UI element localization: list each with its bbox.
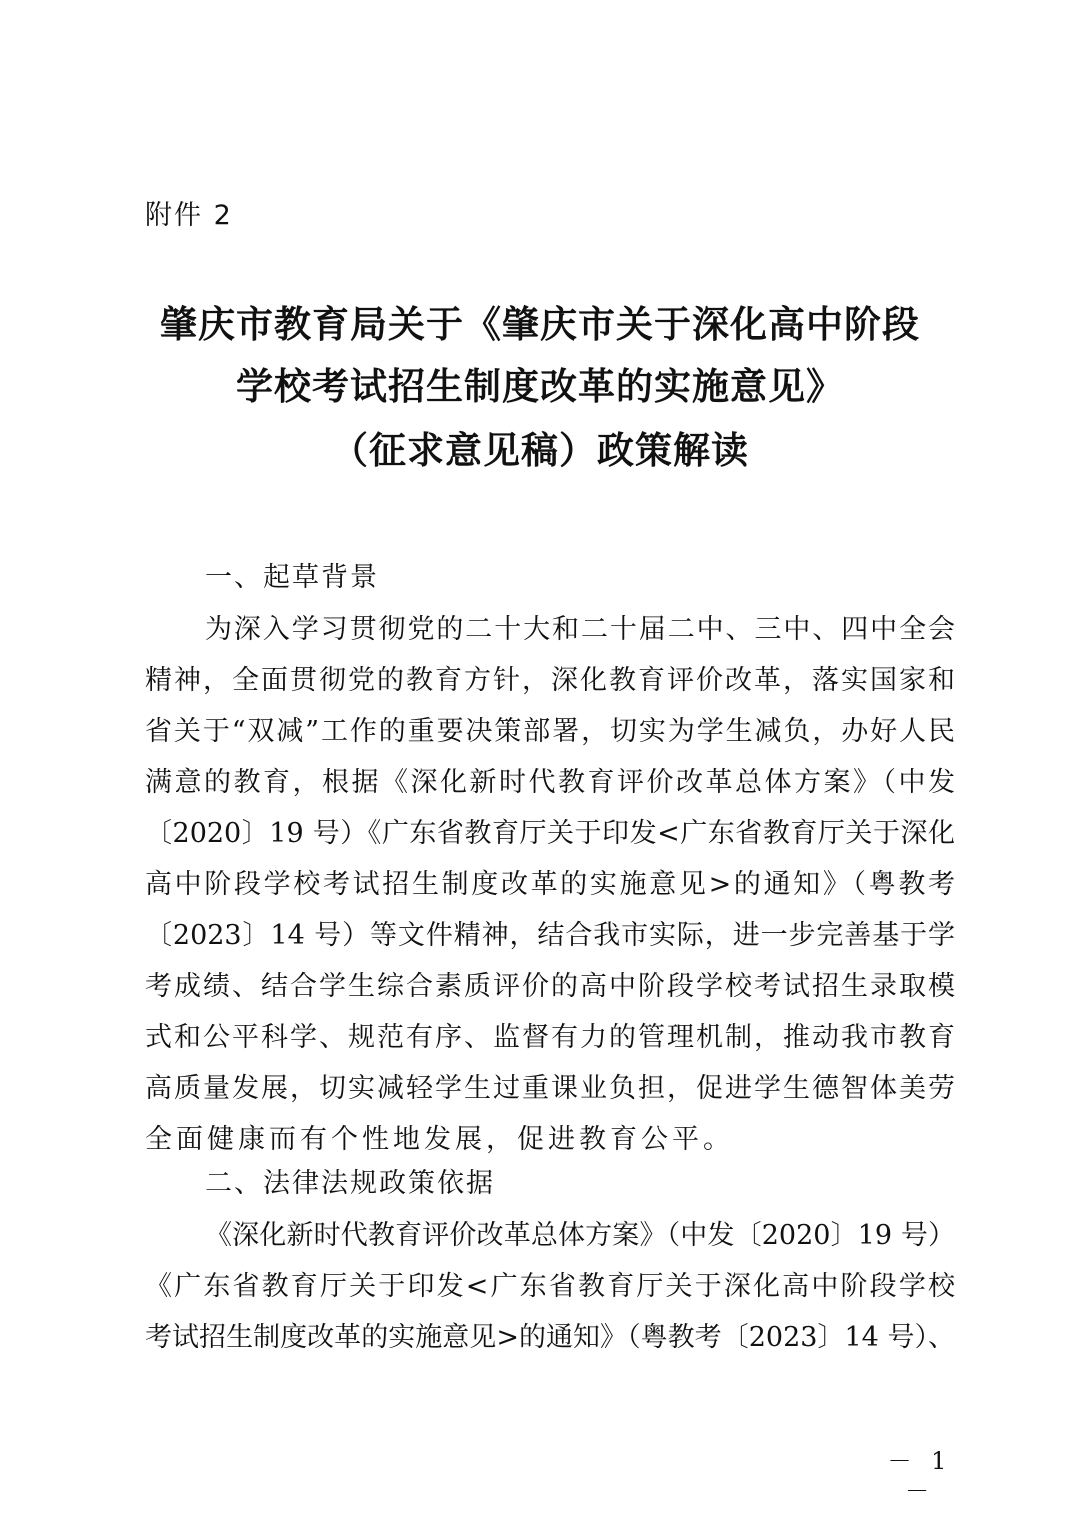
paragraph-line: 〔2023〕14 号）等文件精神，结合我市实际，进一步完善基于学	[145, 920, 955, 951]
paragraph-line: 《广东省教育厅关于印发<广东省教育厅关于深化高中阶段学校	[145, 1271, 955, 1302]
paragraph-line: 高中阶段学校考试招生制度改革的实施意见>的通知》（粤教考	[145, 869, 955, 900]
section-heading-background: 一、起草背景	[205, 562, 379, 593]
page-number: － 1 －	[887, 1447, 953, 1505]
paragraph-line: 全面健康而有个性地发展，促进教育公平。	[145, 1124, 734, 1155]
paragraph-line: 〔2020〕19 号）《广东省教育厅关于印发<广东省教育厅关于深化	[145, 818, 955, 849]
paragraph-line: 为深入学习贯彻党的二十大和二十届二中、三中、四中全会	[205, 614, 955, 645]
paragraph-line: 《深化新时代教育评价改革总体方案》（中发〔2020〕19 号）	[205, 1220, 955, 1251]
section-heading-legal-basis: 二、法律法规政策依据	[205, 1168, 495, 1199]
paragraph-line: 高质量发展，切实减轻学生过重课业负担，促进学生德智体美劳	[145, 1073, 955, 1104]
paragraph-line: 考试招生制度改革的实施意见>的通知》（粤教考〔2023〕14 号）、	[145, 1322, 955, 1353]
paragraph-line: 满意的教育，根据《深化新时代教育评价改革总体方案》（中发	[145, 767, 955, 798]
attachment-label: 附件 2	[145, 200, 233, 231]
document-title-line-1: 肇庆市教育局关于《肇庆市关于深化高中阶段	[160, 303, 920, 346]
paragraph-line: 省关于“双减”工作的重要决策部署，切实为学生减负，办好人民	[145, 716, 955, 747]
document-title-line-3: （征求意见稿）政策解读	[331, 429, 749, 472]
document-title-line-2: 学校考试招生制度改革的实施意见》	[236, 365, 844, 408]
paragraph-line: 式和公平科学、规范有序、监督有力的管理机制，推动我市教育	[145, 1022, 955, 1053]
paragraph-line: 精神，全面贯彻党的教育方针，深化教育评价改革，落实国家和	[145, 665, 955, 696]
paragraph-line: 考成绩、结合学生综合素质评价的高中阶段学校考试招生录取模	[145, 971, 955, 1002]
